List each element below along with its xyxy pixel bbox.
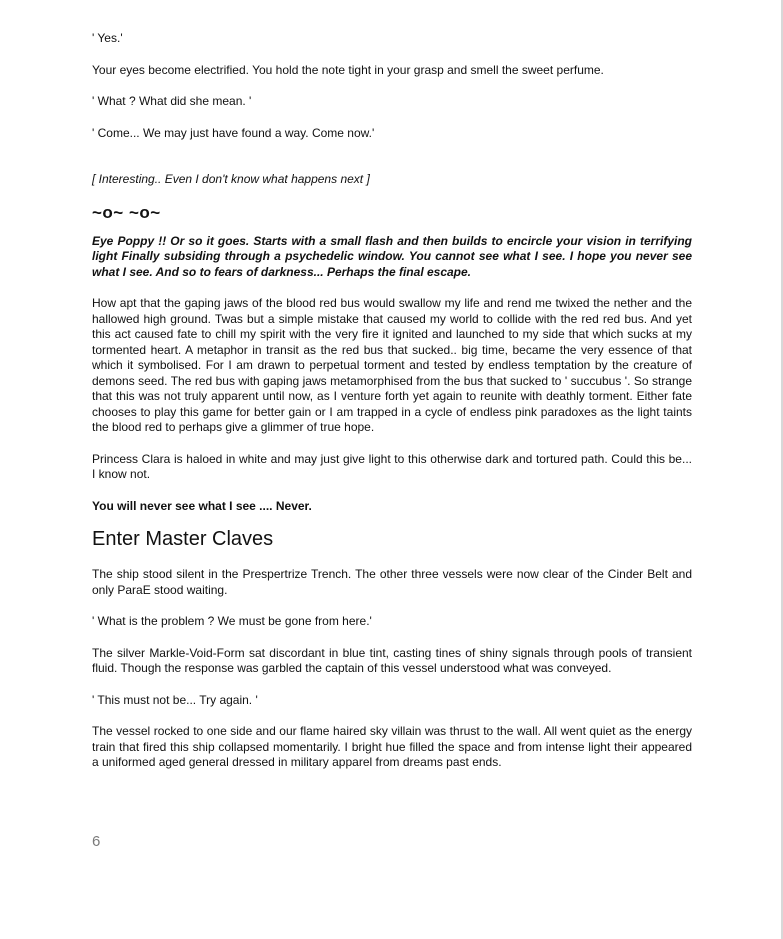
never-see-line: You will never see what I see .... Never. (92, 498, 312, 513)
intro-bold-paragraph: Eye Poppy !! Or so it goes. Starts with a small flash and then builds to encircle your vision in terrifying light Finally subsiding through a psychedelic window. You cannot see what I see. I hope you never see what I see. And so to fears of darkness... Perhaps the final escape. (92, 233, 692, 279)
paragraph-vessel: The vessel rocked to one side and our flame haired sky villain was thrust to the wall. All went quiet as the energy train that fired this ship collapsed momentarily. I bright hue filled the space and from intense light their appeared a uniformed aged general dressed in military apparel from dreams past ends. (92, 724, 692, 769)
page-number: 6 (92, 833, 101, 850)
dialogue-come: ' Come... We may just have found a way. Come now.' (92, 125, 375, 140)
paragraph-princess-clara: Princess Clara is haloed in white and may just give light to this otherwise dark and tortured path. Could this be... I know not. (92, 451, 692, 481)
paragraph-ship: The ship stood silent in the Prespertrize Trench. The other three vessels were now clear of the Cinder Belt and only ParaE stood waiting. (92, 567, 692, 597)
chapter-heading: Enter Master Claves (92, 528, 274, 550)
paragraph-eyes: Your eyes become electrified. You hold the note tight in your grasp and smell the sweet perfume. (92, 62, 604, 77)
dialogue-yes: ' Yes.' (92, 31, 123, 45)
dialogue-what: ' What ? What did she mean. ' (92, 94, 252, 108)
dialogue-try-again: ' This must not be... Try again. ' (92, 692, 258, 707)
paragraph-silver-form: The silver Markle-Void-Form sat discordant in blue tint, casting tines of shiny signals through pools of transient fluid. Though the response was garbled the captain of this vessel understood what was conveyed. (92, 645, 692, 675)
document-page (92, 31, 692, 771)
paragraph-red-bus: How apt that the gaping jaws of the blood red bus would swallow my life and rend me twixed the nether and the hallowed high ground. Twas but a simple mistake that caused my world to collide with the red red bus. And yet this act caused fate to chill my spirit with the very fire it ignited and launched to my side that which sucks at my tormented heart. A metaphor in transit as the red bus that sucked.. big time, became the very essence of that which it symbolised. For I am drawn to perpetual torment and tested by endless temptation by the creature of demons seed. The red bus with gaping jaws metamorphised from the bus that sucked to ' succubus '. So strange that this was not truly apparent until now, as I venture forth yet again to reunite with deathly torment. Either fate chooses to play this game for better gain or I am trapped in a cycle of endless pink paradoxes as the light taints the blood red to perhaps give a glimmer of true hope. (92, 296, 692, 434)
author-aside: [ Interesting.. Even I don't know what happens next ] (92, 172, 370, 186)
section-divider: ~o~ ~o~ (92, 202, 161, 222)
dialogue-problem: ' What is the problem ? We must be gone from here.' (92, 614, 372, 628)
